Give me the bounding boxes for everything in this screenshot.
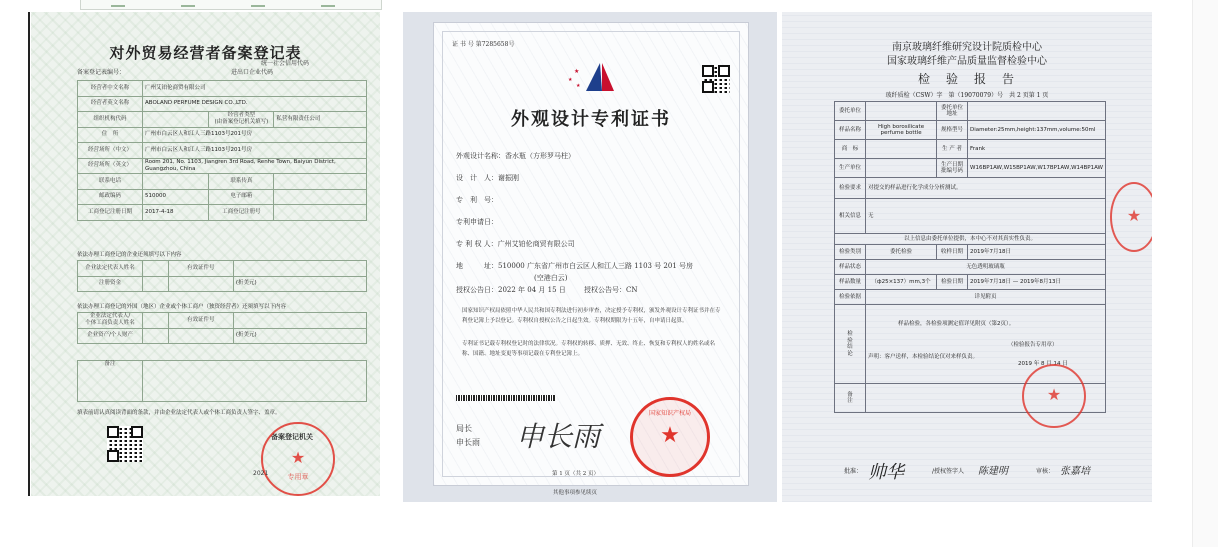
row-value: 委托检验	[866, 245, 937, 260]
field-label: 地 址：	[456, 262, 498, 270]
table-row	[835, 199, 1106, 234]
report-date: 2019 年 8 月 14 日	[1018, 360, 1068, 367]
org-name-2: 国家玻璃纤维产品质量监督检验中心	[887, 56, 1047, 67]
row-value	[143, 174, 209, 190]
certificate-field	[456, 217, 498, 227]
row-label-2: 规格型号	[937, 121, 968, 140]
row-label: 组织机构代码	[78, 112, 143, 128]
approve-label: 批准：	[844, 468, 863, 475]
patent-office-logo-icon	[566, 61, 626, 93]
approver-signature: 帅华	[868, 462, 904, 483]
field-value: 510000 广东省广州市白云区人和江人三路 1103 号 201 号房	[498, 262, 694, 270]
authorized-signer-label: /授权签字人	[932, 468, 965, 475]
divider-line	[28, 12, 30, 496]
table-row	[835, 234, 1106, 245]
row-value-2: Diameter:25mm,height:137mm,volume:50ml	[968, 121, 1106, 140]
inspection-seal-icon: ★	[1022, 364, 1086, 428]
table-row	[78, 112, 367, 128]
row-label: 委托单位	[835, 102, 866, 121]
row-value: 2017-4-18	[143, 205, 209, 221]
row-label: 企业法定代表人/ 个体工商负责人姓名	[78, 313, 143, 329]
certificate-field	[456, 151, 575, 161]
field-label: 设 计 人：	[456, 174, 498, 182]
row-value: ABOLAND PERFUME DESIGN CO.,LTD.	[143, 96, 367, 112]
cert-number: 证 书 号 第7285658号	[452, 41, 515, 48]
row-value-2	[274, 174, 367, 190]
row-value-2	[274, 189, 367, 205]
row-value	[866, 159, 937, 178]
row-label-2: 生 产 者	[937, 140, 968, 159]
row-value	[866, 102, 937, 121]
authorized-signer-name: 陈建明	[978, 466, 1008, 477]
row-value-2	[233, 313, 366, 329]
chief-label: 局长	[456, 424, 472, 433]
row-value	[143, 328, 169, 344]
patent-seal-text: 国家知识产权局	[648, 410, 691, 417]
field-value: 谢振刚	[498, 174, 519, 182]
row-label: 样品状态	[835, 260, 866, 275]
table-row	[78, 81, 367, 97]
inspection-report[interactable]	[782, 12, 1152, 502]
row-label: 企业资产/个人财产	[78, 328, 143, 344]
certificate-footer: 其他事项参见续页	[553, 490, 598, 496]
conclusion-label: 检 验 结 论	[835, 305, 866, 384]
chief-signature: 申长雨	[516, 420, 601, 453]
row-value: 对提交的样品进行化学成分分析测试。	[866, 178, 1106, 199]
qr-code-icon	[107, 426, 143, 462]
note-text: 以上信息由委托单位提供，本中心不对其真实性负责。	[835, 234, 1106, 245]
row-label: 检验依据	[835, 290, 866, 305]
unified-code-label: 统一社会信用代码	[261, 60, 310, 67]
table-row	[835, 121, 1106, 140]
disclaimer-text: 声明：客户送样，本检验结论仅对来样负责。	[868, 354, 979, 360]
doc1-table-section1	[77, 260, 367, 292]
table-row	[78, 205, 367, 221]
table-row	[835, 290, 1106, 305]
svg-text:★: ★	[574, 68, 580, 75]
row-label-2: 经营者类型 (由备案登记机关填写)	[209, 112, 274, 128]
row-value: 广州市白云区人和江人三路1103号201号房	[143, 143, 367, 159]
design-patent-certificate[interactable]	[403, 12, 777, 502]
reviewer-name: 张嘉培	[1060, 466, 1090, 477]
top-strip	[80, 0, 382, 10]
certificate-field	[456, 285, 566, 295]
certificate-field	[456, 195, 498, 205]
field-label: 外观设计名称：	[456, 152, 505, 160]
table-row	[78, 313, 367, 329]
row-label: 生产单位	[835, 159, 866, 178]
certificate-field	[456, 173, 519, 183]
row-label: 企业法定代表人姓名	[78, 261, 143, 277]
row-label-2: 联系传真	[209, 174, 274, 190]
row-label-2: 电子邮箱	[209, 189, 274, 205]
barcode-icon	[456, 395, 556, 401]
row-label: 住 所	[78, 127, 143, 143]
row-label: 经营者中文名称	[78, 81, 143, 97]
row-value: 详见附页	[866, 290, 1106, 305]
certificate-field	[584, 285, 637, 295]
row-label: 注册资金	[78, 276, 143, 292]
certificate-paper	[433, 22, 749, 486]
row-value	[143, 261, 169, 277]
row-value-2: (折美元)	[233, 276, 366, 292]
report-number: 玻纤质检（CSW）字 第（19070079）号 共 2 页第 1 页	[885, 92, 1049, 99]
table-row	[835, 260, 1106, 275]
right-scroll-panel[interactable]	[1192, 0, 1218, 547]
row-label: 相关信息	[835, 199, 866, 234]
certificate-title: 外观设计专利证书	[511, 109, 671, 130]
row-value: 广州艾铂伦商贸有限公司	[143, 81, 367, 97]
row-value: High borosilicate perfume bottle	[866, 121, 937, 140]
row-label: 邮政编码	[78, 189, 143, 205]
table-row	[78, 96, 367, 112]
row-label-2	[168, 328, 233, 344]
row-value	[143, 276, 169, 292]
field-value: 2022 年 04 月 15 日	[498, 286, 566, 294]
foreign-trade-registration-form[interactable]	[31, 12, 380, 496]
table-row	[835, 178, 1106, 199]
row-value: 无	[866, 199, 1106, 234]
doc1-table-section2	[77, 312, 367, 344]
row-label-2: 有效证件号	[168, 313, 233, 329]
row-value	[143, 112, 209, 128]
row-label: 工商登记注册日期	[78, 205, 143, 221]
patent-office-seal-icon: ★ 国家知识产权局	[630, 397, 710, 477]
page-indicator: 第 1 页（共 2 页）	[552, 471, 599, 477]
row-value-2	[968, 102, 1106, 121]
record-no-label: 备案登记表编号：	[77, 69, 126, 76]
remarks-label: 备注	[78, 361, 143, 402]
doc1-title: 对外贸易经营者备案登记表	[109, 44, 302, 62]
field-label: 专 利 权 人：	[456, 240, 498, 248]
table-row	[78, 143, 367, 159]
table-row	[78, 261, 367, 277]
doc1-remarks-table	[77, 360, 367, 402]
table-row	[835, 159, 1106, 178]
side-seal-icon: ★	[1110, 182, 1152, 252]
row-label: 样品数量	[835, 275, 866, 290]
row-value: 无色透明玻璃瓶	[866, 260, 1106, 275]
row-value	[143, 313, 169, 329]
field-value: (空港白云)	[534, 274, 568, 282]
certificate-field	[456, 239, 575, 249]
doc1-table-main	[77, 80, 367, 221]
svg-text:★: ★	[576, 83, 581, 89]
field-value: CN	[626, 286, 638, 294]
row-value-2: 私营有限责任公司	[274, 112, 367, 128]
row-label-2	[168, 276, 233, 292]
row-value-2: Frank	[968, 140, 1106, 159]
table-row	[78, 158, 367, 174]
field-label: 专 利 号：	[456, 196, 498, 204]
chief-name: 申长雨	[456, 438, 480, 447]
table-row	[835, 275, 1106, 290]
table-row	[835, 102, 1106, 121]
row-label: 经营场所（英文）	[78, 158, 143, 174]
row-label: 商 标	[835, 140, 866, 159]
field-value: 香水瓶（方形罗马柱）	[505, 152, 575, 160]
field-value: 广州艾铂伦商贸有限公司	[497, 240, 575, 248]
row-label: 检验要求	[835, 178, 866, 199]
row-label-2: 生产日期 批编号码	[937, 159, 968, 178]
row-value: （ф25×137）mm,3个	[866, 275, 937, 290]
report-title: 检 验 报 告	[917, 72, 1016, 86]
table-row	[835, 140, 1106, 159]
table-row	[835, 245, 1106, 260]
field-label: 专利申请日：	[456, 218, 498, 226]
row-label-2: 委托单位地址	[937, 102, 968, 121]
row-label-2: 收样日期	[937, 245, 968, 260]
doc1-year: 2021	[253, 470, 269, 477]
certificate-paragraph-1: 国家知识产权局依照中华人民共和国专利法进行初步审查，决定授予专利权，颁发外观设计专利证书并在专利登记簿上予以登记。专利权自授权公告之日起生效。专利权期限为十五年，自申请日起算。	[462, 308, 721, 324]
review-label: 审核：	[1036, 468, 1055, 475]
row-value: Room 201, No. 1103, Jiangren 3rd Road, Renhe Town, Baiyun District, Guangzhou, China	[143, 158, 367, 174]
row-label: 样品名称	[835, 121, 866, 140]
row-label: 经营场所（中文）	[78, 143, 143, 159]
row-value-2: 2019年7月18日 — 2019年8月13日	[968, 275, 1106, 290]
row-label: 备 注	[835, 384, 866, 413]
imp-exp-code-label: 进出口企业代码	[231, 69, 274, 76]
table-row	[78, 276, 367, 292]
row-value: 广州市白云区人和江人三路1103号201号房	[143, 127, 367, 143]
seal-sub-label: 专用章	[287, 473, 309, 481]
table-row	[78, 174, 367, 190]
field-label: 授权公告号：	[584, 286, 626, 294]
row-value-2: (折美元)	[233, 328, 366, 344]
seal-caption: （检验报告专用章）	[1008, 341, 1058, 348]
certificate-field	[456, 261, 693, 271]
table-row	[78, 189, 367, 205]
conclusion-text: 样品检验，各检验项测定值详见附页（第2页）。	[898, 321, 1015, 327]
row-label: 检验类别	[835, 245, 866, 260]
org-name-1: 南京玻璃纤维研究设计院质检中心	[892, 42, 1042, 53]
row-value: 510000	[143, 189, 209, 205]
registration-seal-icon: ★ 专用章	[261, 422, 335, 496]
svg-text:★: ★	[568, 77, 573, 83]
declaration-text: 填表前请认真阅读背面的条款，并由企业法定代表人或个体工商负责人签字、盖章。	[77, 410, 281, 416]
qr-code-icon	[702, 65, 730, 93]
section1-title: 依法办理工商登记的企业还须填写以下内容	[77, 252, 182, 258]
row-label-2: 工商登记注册号	[209, 205, 274, 221]
row-value-2: 2019年7月18日	[968, 245, 1106, 260]
row-label: 经营者英文名称	[78, 96, 143, 112]
row-value-2: W16BP1AW,W15BP1AW,W17BP1AW,W14BP1AW	[968, 159, 1106, 178]
row-label-2: 检验日期	[937, 275, 968, 290]
seal-authority-text: 备案登记机关	[271, 433, 313, 441]
row-label-2: 有效证件号	[168, 261, 233, 277]
field-label: 授权公告日：	[456, 286, 498, 294]
row-label: 联系电话	[78, 174, 143, 190]
row-value-2	[233, 261, 366, 277]
table-row	[78, 328, 367, 344]
section2-title: 依法办理工商登记的外国（地区）企业或个体工商户（独资经营者）还须填写以下内容	[77, 304, 287, 310]
certificate-field	[534, 273, 567, 283]
certificate-paragraph-2: 专利证书记载专利权登记时的法律状况。专利权的转移、质押、无效、终止、恢复和专利权人的姓名或名称、国籍、地址变更等事项记载在专利登记簿上。	[462, 341, 716, 357]
row-value	[866, 140, 937, 159]
table-row	[78, 127, 367, 143]
row-value-2	[274, 205, 367, 221]
